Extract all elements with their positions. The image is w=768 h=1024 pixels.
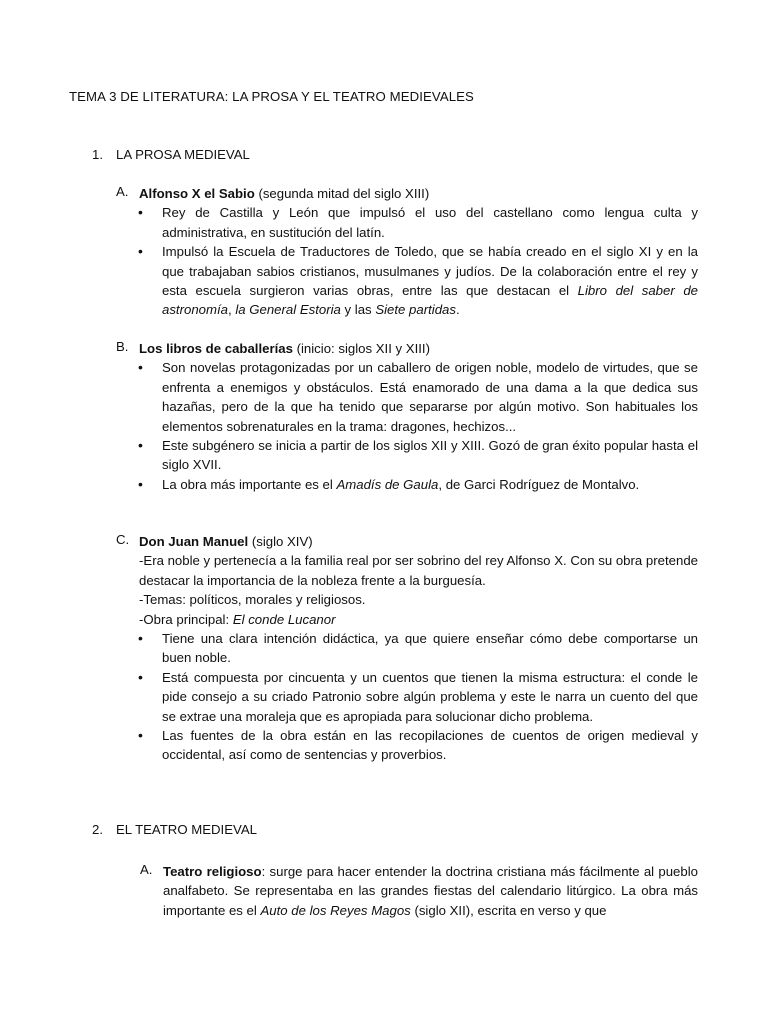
list-item	[116, 358, 698, 436]
obra-label: -Obra principal:	[139, 611, 233, 627]
heading-bold: Don Juan Manuel	[139, 534, 249, 549]
subsection-letter: A.	[140, 862, 153, 877]
subsection-juan-manuel	[116, 532, 698, 765]
bullet-text: Tiene una clara intención didáctica, ya que quiere enseñar cómo debe comportarse un buen noble.	[162, 631, 698, 666]
heading-bold: Teatro religioso	[163, 864, 262, 879]
subsection-heading	[139, 339, 698, 358]
bullet-text: Rey de Castilla y León que impulsó el uso del castellano como lengua culta y administrativa, en sustitución del latín.	[162, 205, 698, 240]
subsection-letter: B.	[116, 339, 129, 354]
subsection-heading	[139, 532, 698, 551]
list-item	[116, 629, 698, 668]
subsection-heading	[139, 184, 698, 203]
list-item	[116, 726, 698, 765]
bullet-text: La obra más importante es el	[162, 476, 337, 492]
section-title: EL TEATRO MEDIEVAL	[116, 822, 257, 837]
bullet-text: .	[455, 302, 460, 318]
paragraph	[163, 862, 698, 920]
section-number: 1.	[92, 147, 103, 162]
subsection-alfonso	[116, 184, 698, 320]
paragraph-line	[139, 610, 698, 629]
document-title: TEMA 3 DE LITERATURA: LA PROSA Y EL TEATRO MEDIEVALES	[69, 89, 474, 104]
work-title: El conde Lucanor	[232, 611, 336, 627]
subsection-caballerias	[116, 339, 698, 494]
subsection-letter: A.	[116, 184, 129, 199]
work-title: la General Estoria	[235, 302, 341, 318]
bullet-text: , de Garci Rodríguez de Montalvo.	[438, 476, 640, 492]
list-item	[116, 668, 698, 726]
bullet-text: Las fuentes de la obra están en las recopilaciones de cuentos de origen medieval y occidental, así como de sentencias y proverbios.	[162, 728, 698, 763]
paragraph-text: : surge para hacer entender la doctrina cristiana más fácilmente al pueblo analfabeto. Se representaba en las grandes fiestas del calendario litúrgico. La obra más importante es el	[163, 864, 698, 918]
subsection-letter: C.	[116, 532, 130, 547]
heading-rest: (siglo XIV)	[248, 534, 313, 549]
bullet-text: y las	[340, 302, 376, 318]
list-item	[116, 203, 698, 242]
work-title: Auto de los Reyes Magos	[260, 902, 411, 918]
paragraph-line: -Era noble y pertenecía a la familia real por ser sobrino del rey Alfonso X. Con su obra pretende destacar la importancia de la nobleza frente a la burguesía.	[139, 553, 698, 588]
heading-bold: Alfonso X el Sabio	[139, 186, 255, 201]
paragraph-text: (siglo XII), escrita en verso y que	[410, 902, 607, 918]
heading-rest: (inicio: siglos XII y XIII)	[292, 341, 430, 356]
list-item	[116, 475, 698, 494]
work-title: Siete partidas	[375, 302, 456, 318]
paragraph-line: -Temas: políticos, morales y religiosos.	[139, 592, 366, 608]
bullet-text: Son novelas protagonizadas por un caballero de origen noble, modelo de virtudes, que se enfrenta a enemigos y obstáculos. Está enamorado de una dama a la que dedica sus hazañas, pero de la que ha tenido que separarse por algún motivo. Son habituales los elementos sobrenaturales en la trama: dragones, hechizos...	[162, 360, 698, 434]
section-heading-teatro	[92, 822, 257, 837]
heading-bold: Los libros de caballerías	[139, 341, 293, 356]
section-title: LA PROSA MEDIEVAL	[116, 147, 250, 162]
bullet-text: Este subgénero se inicia a partir de los siglos XII y XIII. Gozó de gran éxito popular hasta el siglo XVII.	[162, 438, 698, 473]
bullet-text: Impulsó la Escuela de Traductores de Toledo, que se había creado en el siglo XI y en la que trabajaban sabios cristianos, musulmanes y judíos. De la colaboración entre el rey y esta escuela surgieron varias obras, entre las que destacan el	[162, 244, 698, 299]
subsection-teatro-religioso	[140, 862, 698, 920]
list-item	[116, 242, 698, 320]
bullet-text: Está compuesta por cincuenta y un cuentos que tienen la misma estructura: el conde le pide consejo a su criado Patronio sobre algún problema y este le narra un cuento del que se extrae una moraleja que es apropiada para solucionar dicho problema.	[162, 669, 698, 724]
work-title: Libro del saber de astronomía	[162, 283, 698, 318]
heading-rest: (segunda mitad del siglo XIII)	[254, 186, 430, 201]
bullet-text: ,	[227, 302, 236, 318]
work-title: Amadís de Gaula	[336, 476, 439, 492]
section-heading-prosa	[92, 147, 250, 162]
list-item	[116, 436, 698, 475]
section-number: 2.	[92, 822, 103, 837]
